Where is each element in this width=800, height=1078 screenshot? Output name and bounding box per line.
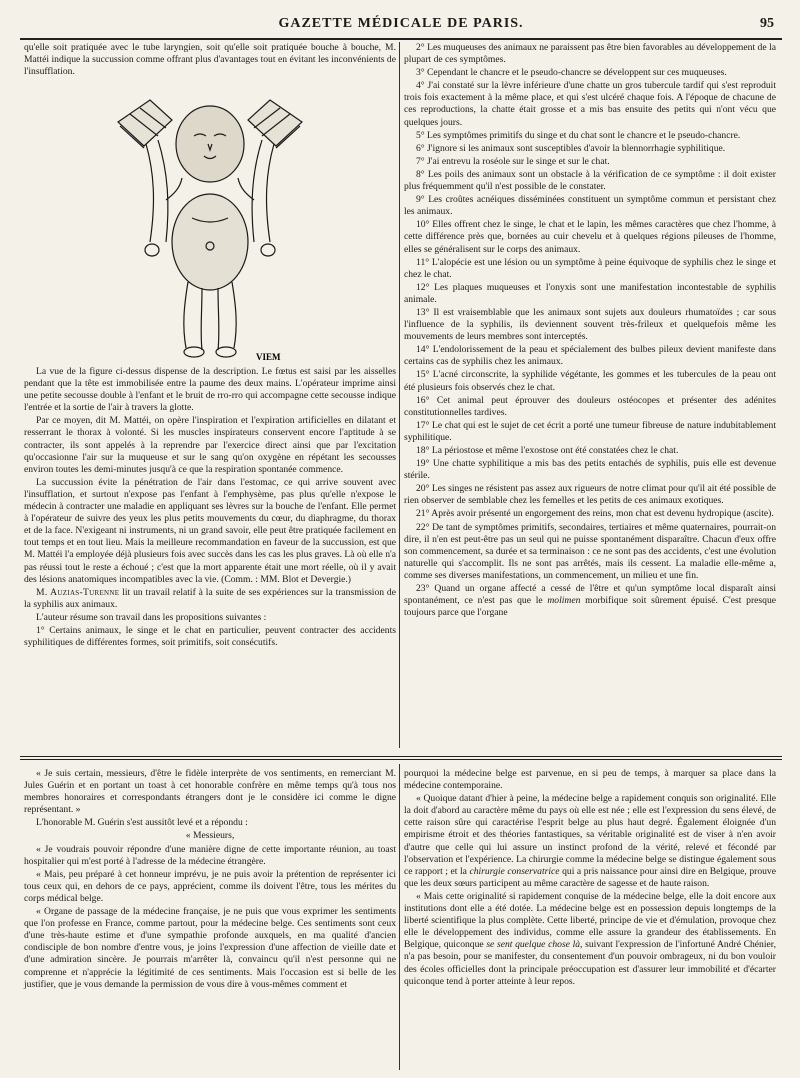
column-separator-bottom	[399, 764, 400, 1070]
paragraph: « Mais, peu préparé à cet honneur imprévu, je ne puis avoir la prétention de représenter ici tous ceux qui, en dehors de ce pays, apprécient, comme ils doivent l'être, tous les mérites du corps médical belge.	[24, 868, 396, 904]
emphasis-text: chirurgie conservatrice	[469, 865, 560, 877]
numbered-proposition: 14° L'endolorissement de la peau et spécialement des bulbes pileux devient manifeste dans certains cas de syphilis chez les animaux.	[404, 344, 776, 368]
paragraph: « Je suis certain, messieurs, d'être le fidèle interprète de vos sentiments, en remerciant M. Jules Guérin et en portant un toast à cet honorable confrère en même temps qu'à tous nos membres honoraires et correspondants étrangers dont je le considère ici comme le digne représentant. »	[24, 768, 396, 816]
paragraph: pourquoi la médecine belge est parvenue, en si peu de temps, à marquer sa place dans la médecine contemporaine.	[404, 768, 776, 792]
emphasis-text: molimen	[547, 595, 581, 607]
numbered-proposition: 3° Cependant le chancre et le pseudo-chancre se développent sur ces muqueuses.	[416, 67, 727, 79]
numbered-proposition: 15° L'acné circonscrite, la syphilide végétante, les gommes et les tubercules de la peau ont été plusieurs fois observés chez le chat.	[404, 369, 776, 393]
emphasis-text: se sent quelque chose là,	[486, 939, 583, 951]
paragraph: La succussion évite la pénétration de l'air dans l'estomac, ce qui arrive souvent avec l'insufflation, et surtout n'expose pas l'enfant à l'emphysème, pas plus qu'elle n'expose le médecin à contracter une maladie en appliquant ses lèvres sur la bouche de l'enfant. Elle permet à l'opérateur de suivre des yeux les plus petits mouvements du cœur, du diaphragme, du thorax et de la face. N'exigeant ni instruments, ni un grand savoir, elle peut être pratiquée facilement en tout temps et en tout lieu. Mais la meilleure recommandation en faveur de la succussion, est que M. Mattéi l'a employée déjà plusieurs fois avec succès dans les cas les plus graves. Là où elle n'a pas réussi tout le reste a échoué ; c'est que la mort apparente était une mort réelle, où il y avait des lésions anatomiques incompatibles avec la vie. (Comm. : MM. Blot et Devergie.)	[24, 476, 396, 585]
paragraph-text: lit un travail relatif à la suite de ses expériences sur la transmission de la syphilis aux animaux.	[24, 586, 396, 610]
infant-figure-drawing	[110, 92, 310, 364]
header-rule	[20, 38, 782, 40]
numbered-proposition: 5° Les symptômes primitifs du singe et du chat sont le chancre et le pseudo-chancre.	[416, 129, 741, 141]
numbered-proposition: 16° Cet animal peut éprouver des douleurs ostéocopes et présenter des adénites constitutionnelles tardives.	[404, 394, 776, 418]
numbered-proposition: 19° Une chatte syphilitique a mis bas des petits entachés de syphilis, puis elle est devenue stérile.	[404, 458, 776, 482]
paragraph: qu'elle soit pratiquée avec le tube laryngien, soit qu'elle soit pratiquée bouche à bouche, M. Mattéi indique la succussion comme offrant plus d'avantages tout en évitant les inconvénients de l'insufflation.	[24, 42, 396, 78]
left-column-main	[24, 366, 396, 746]
paragraph: « Je voudrais pouvoir répondre d'une manière digne de cette importante réunion, au toast hospitalier qui m'est porté à l'adresse de la médecine étrangère.	[24, 843, 396, 867]
numbered-proposition: 7° J'ai entrevu la roséole sur le singe et sur le chat.	[416, 155, 610, 167]
numbered-proposition: 21° Après avoir présenté un engorgement des reins, mon chat est devenu hydropique (ascite).	[416, 508, 774, 520]
numbered-proposition: 13° Il est vraisemblable que les animaux sont sujets aux douleurs rhumatoïdes ; car sous l'influence de la syphilis, ils deviennent souvent très-frileux et quelquefois même les mouvements de leurs membres sont interceptés.	[404, 306, 776, 343]
paragraph: L'honorable M. Guérin s'est aussitôt levé et a répondu :	[36, 817, 248, 829]
numbered-proposition: 20° Les singes ne résistent pas assez aux rigueurs de notre climat pour qu'il ait été possible de rien observer de semblable chez les femelles et les petits de ces animaux exotiques.	[404, 483, 776, 507]
figure-caption: VIEM	[256, 352, 281, 362]
paragraph: « Organe de passage de la médecine française, je ne puis que vous exprimer les sentiments que l'on professe en France, comme partout, pour la médecine belge. Ces sentiments sont ceux d'une très-haute estime et d'une sympathie profonde auxquels, en ma qualité d'ancien condisciple de bon nombre d'entre vous, je joins l'expression d'une affection de vieille date et d'une admiration sincère. Je pourrais m'arrêter là, convaincu qu'il n'est personne qui ne comprenne et n'apprécie la légitimité de ces sentiments. Mais l'occasion est si belle de les justifier, que je vous demande la permission de vous dire à vous-mêmes comment et	[24, 906, 396, 990]
paragraph	[404, 793, 776, 890]
paragraph-text: « Mais cette originalité si rapidement conquise de la médecine belge, elle la doit encore aux institutions dont elle a été dotée. La médecine belge est en possession depuis longtemps de la liberté scientifique la plus complète. Cette liberté, principe de vie et d'émulation, provoque chez elle le développement des individus, comme elle assure la grandeur des établissements. En Belgique, quiconque	[404, 890, 776, 951]
section-rule	[20, 756, 782, 757]
numbered-proposition: 8° Les poils des animaux sont un obstacle à la vérification de ce symptôme : il doit exister plus fréquemment qu'il n'est possible de le constater.	[404, 168, 776, 193]
numbered-proposition: 6° J'ignore si les animaux sont susceptibles d'avoir la blennorrhagie syphilitique.	[416, 142, 726, 154]
column-separator-top	[399, 42, 400, 748]
numbered-proposition: 22° De tant de symptômes primitifs, secondaires, tertiaires et même quaternaires, pourrait-on dire, il n'en est peut-être pas un seul qui ne puisse spontanément disparaître. Chacun d'eux offre son commencement, sa durée et sa terminaison : ce ne sont pas des accidents, c'est une évolution naturelle qui s'accomplit. Ils ne sont pas arrêtés, mais ils cessent. La maladie elle-même a, comme ses diverses manifestations, un commencement, un milieu et une fin.	[404, 521, 776, 581]
author-name: M. Auzias-Turenne	[36, 586, 120, 598]
paragraph-text: suivant l'expression de l'infortuné André Chénier, n'a pas besoin, pour se manifester, du consentement d'un pouvoir ombrageux, ni du bon vouloir des écoles officielles dont la principale préoccupation est d'assurer leur immobilité et d'écarter quiconque tend à porter atteinte à leur repos.	[404, 939, 776, 987]
numbered-proposition: 2° Les muqueuses des animaux ne paraissent pas être bien favorables au développement de la plupart de ces symptômes.	[404, 42, 776, 66]
numbered-proposition: 18° La périostose et même l'exostose ont été constatées chez le chat.	[416, 445, 679, 456]
paragraph-text: qui a pris naissance pour ainsi dire en Belgique, prouve que les deux sœurs participent au même caractère de sagesse et de haute raison.	[404, 865, 776, 889]
salutation: « Messieurs,	[185, 830, 235, 842]
paragraph: La vue de la figure ci-dessus dispense de la description. Le fœtus est saisi par les aisselles pendant que la tête est immobilisée entre la paume des deux mains. L'opérateur imprime ainsi une petite secousse double à l'enfant et le bruit de rro-rro qui accompagne cette secousse indique l'entrée et la sortie de l'air à travers la glotte.	[24, 366, 396, 414]
paragraph-text: morbifique soit sûrement épuisé. C'est presque toujours parce que l'organe	[404, 595, 776, 619]
paragraph: 1° Certains animaux, le singe et le chat en particulier, peuvent contracter des accidents syphilitiques de différentes formes, soit primitifs, soit consécutifs.	[24, 624, 396, 649]
paragraph	[404, 891, 776, 988]
numbered-proposition: 9° Les croûtes acnéiques disséminées constituent un symptôme commun et persistant chez les animaux.	[404, 194, 776, 218]
numbered-proposition: 17° Le chat qui est le sujet de cet écrit a porté une tumeur fibreuse de nature indubitablement syphilitique.	[404, 419, 776, 443]
paragraph: L'auteur résume son travail dans les propositions suivantes :	[36, 611, 267, 623]
left-column-bottom	[24, 768, 396, 1068]
paragraph	[24, 587, 396, 611]
paragraph: Par ce moyen, dit M. Mattéi, on opère l'inspiration et l'expiration artificielles en dilatant et resserrant le thorax à volonté. Si les muscles inspirateurs conservent encore l'aptitude à se contracter, ils sont appelés à la reprendre par l'exercice direct ainsi que par l'excitation qu'occasionne l'air sur la muqueuse et sur le sang qu'on oxygène en répétant les secousses environ toutes les demi-minutes jusqu'à ce que la respiration spontanée commence.	[24, 415, 396, 475]
succussion-illustration	[110, 92, 310, 364]
numbered-proposition: 10° Elles offrent chez le singe, le chat et le lapin, les mêmes caractères que chez l'homme, à cette différence près que, bornées au cuir chevelu et à quelques régions pileuses de l'homme, elles se généralisent sur le corps des animaux.	[404, 219, 776, 255]
right-column-bottom	[404, 768, 776, 1068]
page-header	[20, 12, 782, 38]
page-number: 95	[760, 16, 774, 31]
paragraph-text: 23° Quand un organe affecté a cessé de l'être et qu'un symptôme local disparaît ainsi spontanément, ce n'est pas que le	[404, 583, 776, 607]
numbered-proposition: 12° Les plaques muqueuses et l'onyxis sont une manifestation incontestable de syphilis animale.	[404, 281, 776, 305]
numbered-proposition: 4° J'ai constaté sur la lèvre inférieure d'une chatte un gros tubercule tardif qui s'est reproduit trois fois exactement à la même place, et qui s'est ulcéré chaque fois. A l'époque de chacune de ces reproductions, la chatte était grosse et a mis bas ensuite des petits qui n'ont vécu que quelques jours.	[404, 80, 776, 128]
paragraph-text: « Quoique datant d'hier à peine, la médecine belge a rapidement conquis son originalité. Elle la doit d'abord au caractère même du pays où elle est née ; elle est l'expression du sens élevé, de cette raison sûre qui caractérise l'esprit belge au plus haut degré. Également éloignée d'un empirisme étroit et des théories fantastiques, sa véritable originalité est de viser à n'en avoir d'autre que celle qui lui assure un instinct profond de la vérité, relevé et fécondé par l'observation et l'expérience. La chirurgie comme la médecine belge se distingue également sous ce rapport ; et la	[404, 793, 776, 877]
right-column-top	[404, 42, 776, 748]
numbered-proposition	[404, 583, 776, 619]
journal-title: GAZETTE MÉDICALE DE PARIS.	[278, 16, 524, 31]
numbered-proposition: 11° L'alopécie est une lésion ou un symptôme à peine équivoque de syphilis chez le singe et chez le chat.	[404, 256, 776, 280]
section-rule	[20, 759, 782, 760]
left-column-top	[24, 42, 396, 92]
